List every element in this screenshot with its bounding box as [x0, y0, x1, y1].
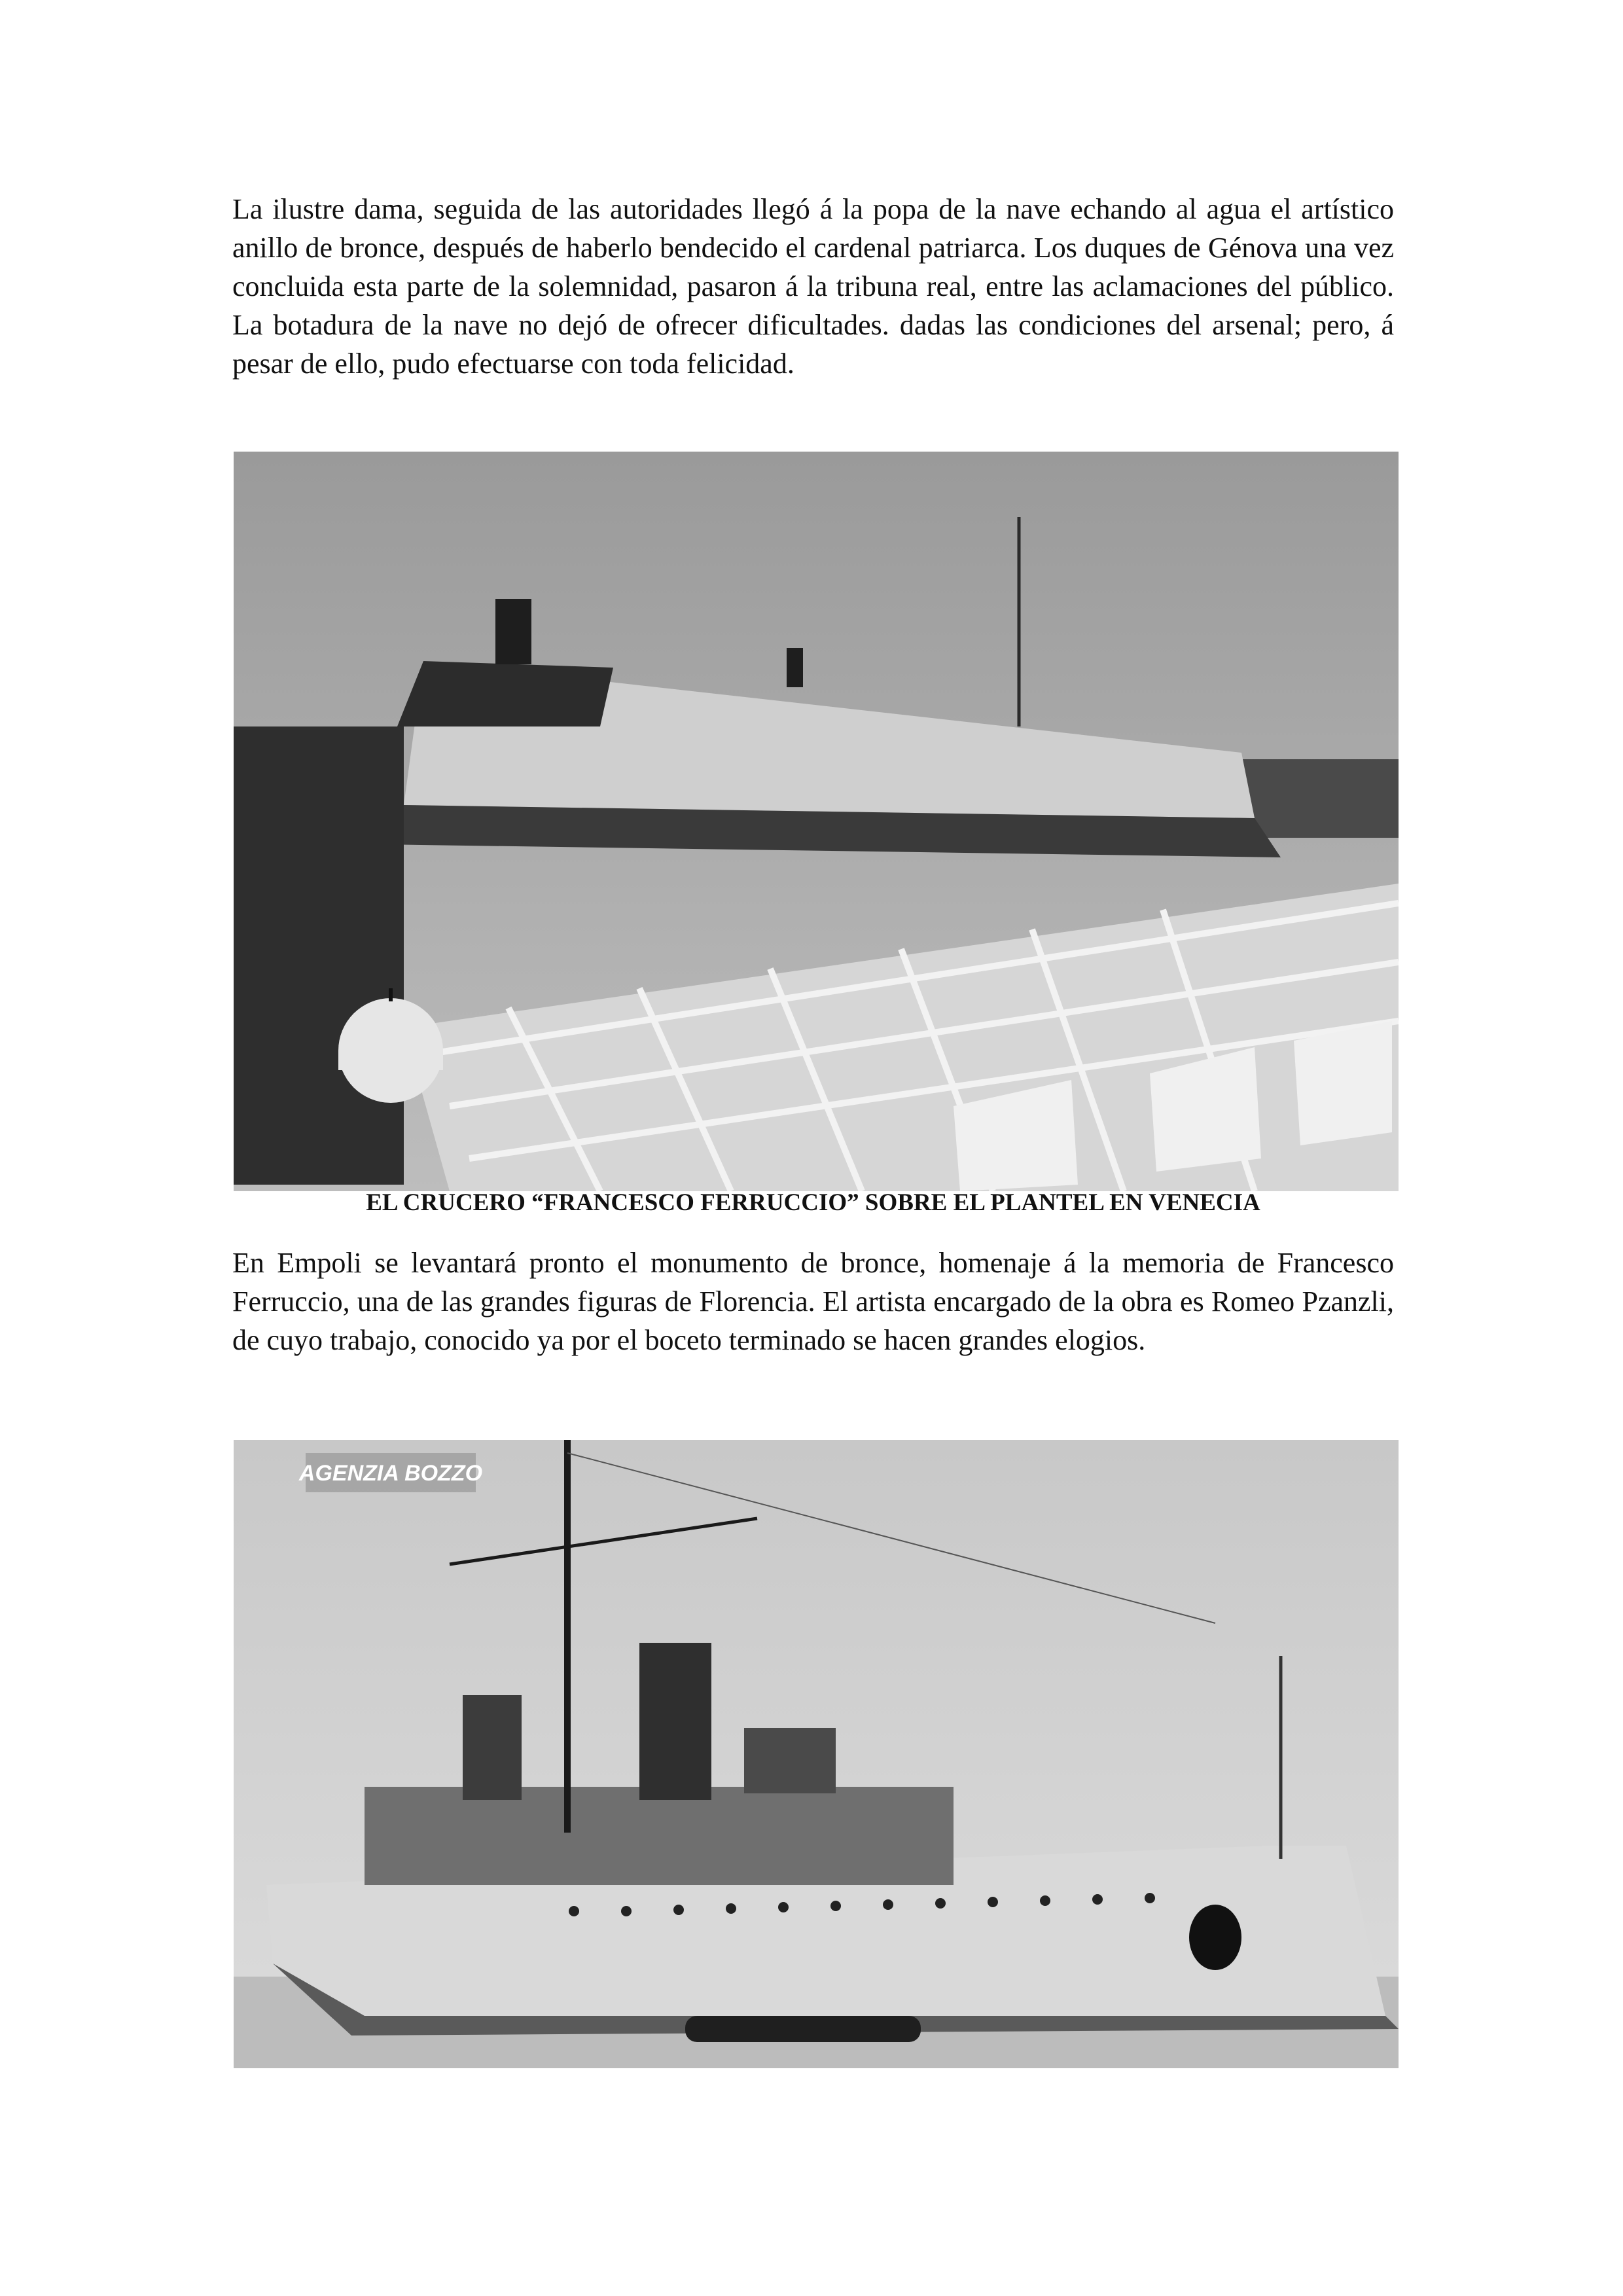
photo-watermark: AGENZIA BOZZO: [298, 1461, 483, 1486]
paragraph-2: En Empoli se levantará pronto el monumento de bronce, homenaje á la memoria de Francesco Ferruccio, una de las grandes figuras de Florencia. El artista encargado de la obra es Romeo Pzanzli, de cuyo trabajo, conocido ya por el boceto terminado se hacen grandes elogios.: [232, 1247, 1394, 1356]
photo-cruiser-at-anchor: [234, 1440, 1399, 2068]
paragraph-1: La ilustre dama, seguida de las autoridades llegó á la popa de la nave echando al agua el artístico anillo de bronce, después de haberlo bendecido el cardenal patriarca. Los duques de Génova una vez concluida esta parte de la solemnidad, pasaron á la tribuna real, entre las aclamaciones del público. La botadura de la nave no dejó de ofrecer dificultades. dadas las condiciones del arsenal; pero, á pesar de ello, pudo efectuarse con toda felicidad.: [232, 193, 1394, 380]
figure-caption: EL CRUCERO “FRANCESCO FERRUCCIO” SOBRE EL PLANTEL EN VENECIA: [366, 1189, 1260, 1216]
photo-cruiser-on-slipway: [234, 452, 1399, 1191]
